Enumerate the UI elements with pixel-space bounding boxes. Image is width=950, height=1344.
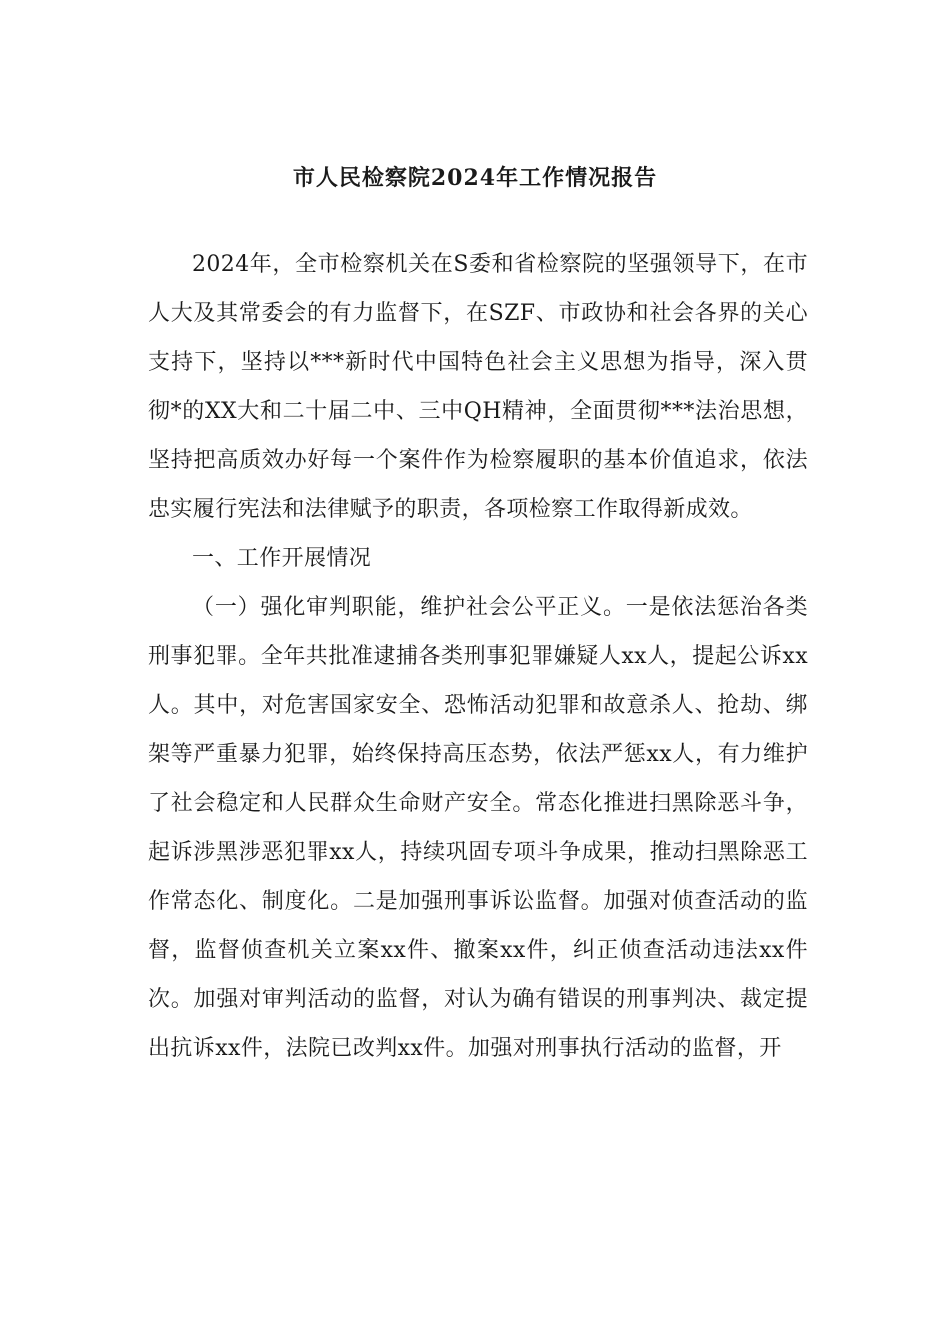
intro-paragraph: 2024年，全市检察机关在S委和省检察院的坚强领导下，在市人大及其常委会的有力监督下，在SZF、市政协和社会各界的关心支持下，坚持以***新时代中国特色社会主义思想为指导，深入贯彻*的XX大和二十届二中、三中QH精神，全面贯彻***法治思想，坚持把高质效办好每一个案件作为检察履职的基本价值追求，依法忠实履行宪法和法律赋予的职责，各项检察工作取得新成效。 [148,252,808,522]
section-heading: 一、工作开展情况 [192,546,372,571]
section-paragraph: （一）强化审判职能，维护社会公平正义。一是依法惩治各类刑事犯罪。全年共批准逮捕各类刑事犯罪嫌疑人xx人，提起公诉xx人。其中，对危害国家安全、恐怖活动犯罪和故意杀人、抢劫、绑架等严重暴力犯罪，始终保持高压态势，依法严惩xx人，有力维护了社会稳定和人民群众生命财产安全。常态化推进扫黑除恶斗争，起诉涉黑涉恶犯罪xx人，持续巩固专项斗争成果，推动扫黑除恶工作常态化、制度化。二是加强刑事诉讼监督。加强对侦查活动的监督，监督侦查机关立案xx件、撤案xx件，纠正侦查活动违法xx件次。加强对审判活动的监督，对认为确有错误的刑事判决、裁定提出抗诉xx件，法院已改判xx件。加强对刑事执行活动的监督，开 [148,595,808,1061]
document-body [148,240,808,1073]
document-title: 市人民检察院2024年工作情况报告 [292,165,658,191]
